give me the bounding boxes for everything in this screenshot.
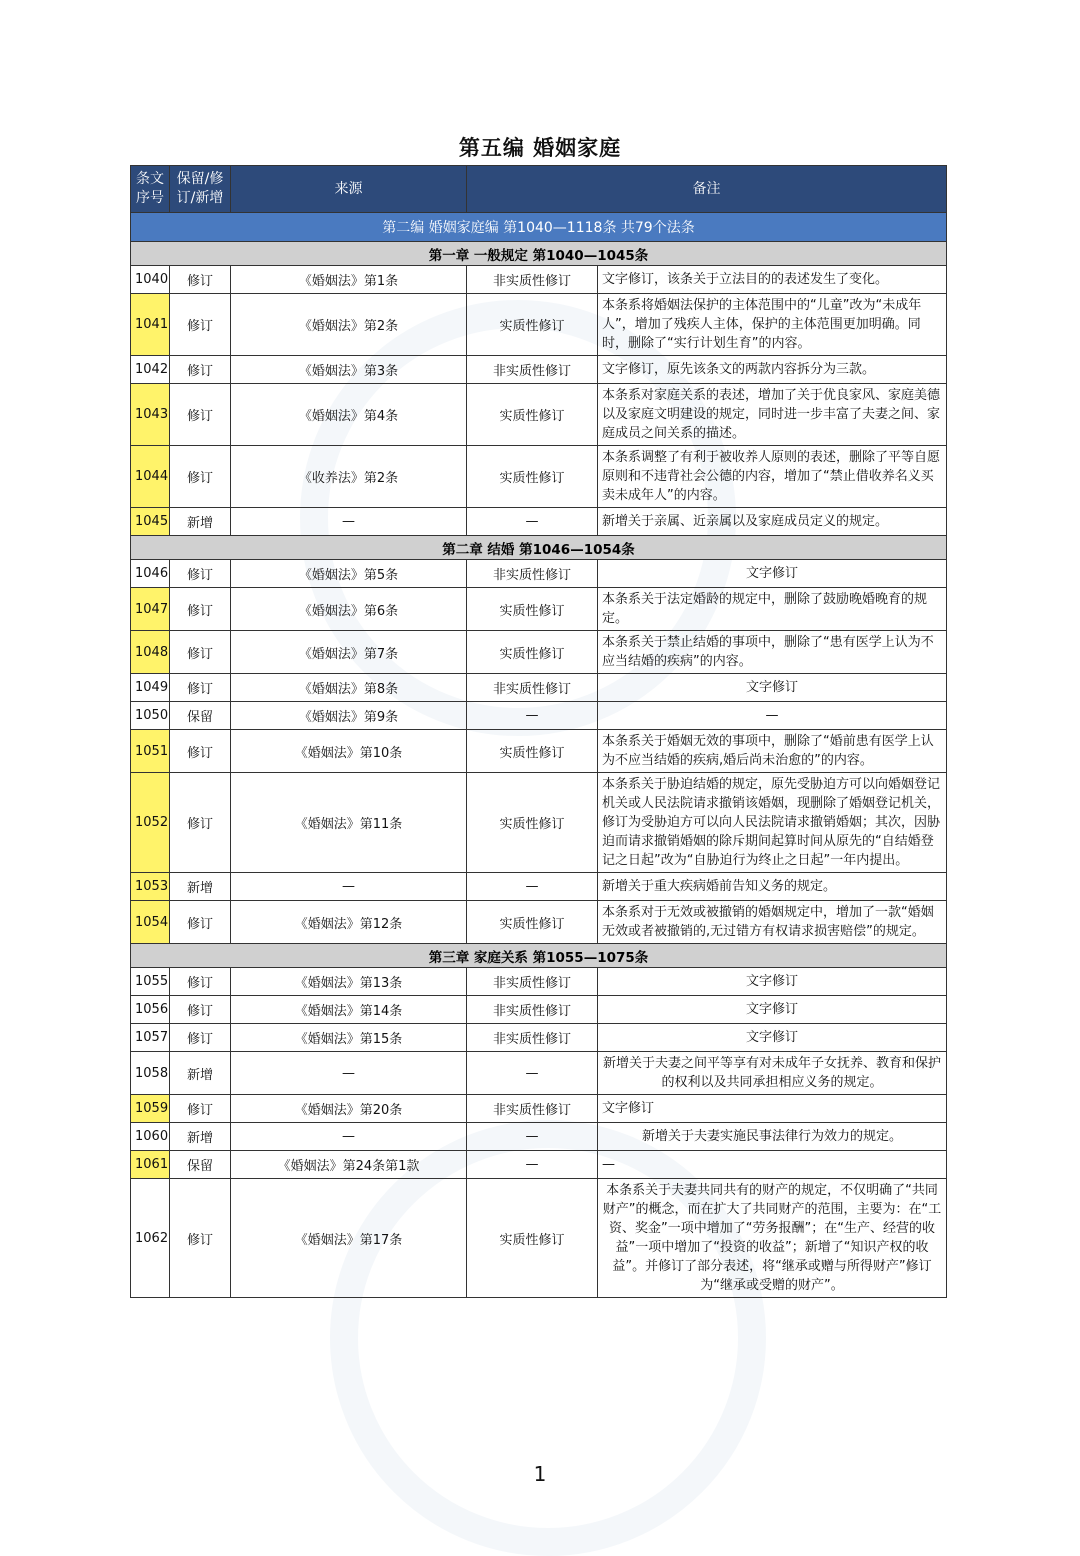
article-number: 1062 — [131, 1179, 170, 1298]
revision-nature: 非实质性修订 — [467, 1095, 598, 1123]
article-source: 《婚姻法》第7条 — [231, 631, 467, 674]
article-note: — — [598, 1151, 947, 1179]
article-status: 修订 — [170, 560, 231, 588]
header-source: 来源 — [231, 166, 467, 213]
revision-nature: 实质性修订 — [467, 588, 598, 631]
article-number: 1042 — [131, 356, 170, 384]
article-note: 本条系关于夫妻共同共有的财产的规定，不仅明确了“共同财产”的概念，而在扩大了共同财产的范围，主要为：在“工资、奖金”一项中增加了“劳务报酬”；在“生产、经营的收益”一项中增加了“投资的收益”；新增了“知识产权的收益”。并修订了部分表述，将“继承或赠与所得财产”修订为“继承或受赠的财产”。 — [598, 1179, 947, 1298]
table-row — [131, 446, 947, 508]
article-note: 本条系关于婚姻无效的事项中，删除了“婚前患有医学上认为不应当结婚的疾病,婚后尚未治愈的”的内容。 — [598, 730, 947, 773]
article-number: 1046 — [131, 560, 170, 588]
article-note: 新增关于重大疾病婚前告知义务的规定。 — [598, 873, 947, 901]
article-source: 《婚姻法》第6条 — [231, 588, 467, 631]
article-source: 《婚姻法》第9条 — [231, 702, 467, 730]
table-row — [131, 560, 947, 588]
article-source: 《婚姻法》第20条 — [231, 1095, 467, 1123]
revision-nature: 实质性修订 — [467, 294, 598, 356]
table-row — [131, 1123, 947, 1151]
article-source: 《婚姻法》第4条 — [231, 384, 467, 446]
table-row — [131, 1151, 947, 1179]
table-row — [131, 1095, 947, 1123]
article-number: 1051 — [131, 730, 170, 773]
article-number: 1049 — [131, 674, 170, 702]
article-source: 《收养法》第2条 — [231, 446, 467, 508]
article-status: 修订 — [170, 1179, 231, 1298]
article-number: 1043 — [131, 384, 170, 446]
revision-nature: 非实质性修订 — [467, 996, 598, 1024]
table-row — [131, 631, 947, 674]
article-status: 新增 — [170, 1052, 231, 1095]
article-source: 《婚姻法》第14条 — [231, 996, 467, 1024]
article-number: 1045 — [131, 508, 170, 536]
revision-nature: 实质性修订 — [467, 1179, 598, 1298]
article-status: 修订 — [170, 446, 231, 508]
part-header-row — [131, 213, 947, 242]
header-note: 备注 — [467, 166, 947, 213]
table-header-row — [131, 166, 947, 213]
table-row — [131, 508, 947, 536]
article-status: 保留 — [170, 1151, 231, 1179]
article-note: 本条系调整了有利于被收养人原则的表述，删除了平等自愿原则和不违背社会公德的内容，增加了“禁止借收养名义买卖未成年人”的内容。 — [598, 446, 947, 508]
article-source: 《婚姻法》第5条 — [231, 560, 467, 588]
article-note: 本条系对于无效或被撤销的婚姻规定中，增加了一款“婚姻无效或者被撤销的,无过错方有权请求损害赔偿”的规定。 — [598, 901, 947, 944]
chapter-header: 第一章 一般规定 第1040—1045条 — [131, 242, 947, 266]
chapter-header: 第三章 家庭关系 第1055—1075条 — [131, 944, 947, 968]
article-number: 1053 — [131, 873, 170, 901]
table-row — [131, 674, 947, 702]
article-status: 修订 — [170, 773, 231, 873]
article-note: — — [598, 702, 947, 730]
table-row — [131, 356, 947, 384]
table-row — [131, 294, 947, 356]
article-note: 文字修订 — [598, 1024, 947, 1052]
chapter-header-row — [131, 944, 947, 968]
article-status: 修订 — [170, 266, 231, 294]
revision-nature: — — [467, 873, 598, 901]
revision-nature: 非实质性修订 — [467, 968, 598, 996]
revision-nature: 实质性修订 — [467, 730, 598, 773]
header-status: 保留/修 订/新增 — [170, 166, 231, 213]
table-row — [131, 588, 947, 631]
article-source: 《婚姻法》第1条 — [231, 266, 467, 294]
article-source: — — [231, 508, 467, 536]
article-note: 文字修订 — [598, 1095, 947, 1123]
page-number: 1 — [533, 1462, 547, 1486]
revision-nature: 非实质性修订 — [467, 356, 598, 384]
table-row — [131, 901, 947, 944]
article-number: 1044 — [131, 446, 170, 508]
article-status: 修订 — [170, 730, 231, 773]
article-source: 《婚姻法》第12条 — [231, 901, 467, 944]
page-title: 第五编 婚姻家庭 — [458, 136, 622, 160]
article-number: 1055 — [131, 968, 170, 996]
revision-nature: — — [467, 508, 598, 536]
revision-nature: — — [467, 1151, 598, 1179]
revision-nature: 实质性修订 — [467, 631, 598, 674]
article-number: 1054 — [131, 901, 170, 944]
article-status: 修订 — [170, 384, 231, 446]
article-note: 文字修订，该条关于立法目的的表述发生了变化。 — [598, 266, 947, 294]
article-note: 新增关于夫妻实施民事法律行为效力的规定。 — [598, 1123, 947, 1151]
article-status: 修订 — [170, 588, 231, 631]
article-number: 1050 — [131, 702, 170, 730]
table-row — [131, 773, 947, 873]
article-note: 本条系关于法定婚龄的规定中，删除了鼓励晚婚晚育的规定。 — [598, 588, 947, 631]
article-number: 1061 — [131, 1151, 170, 1179]
article-status: 修订 — [170, 674, 231, 702]
article-status: 修订 — [170, 1024, 231, 1052]
revision-nature: — — [467, 1123, 598, 1151]
article-source: 《婚姻法》第17条 — [231, 1179, 467, 1298]
chapter-header-row — [131, 242, 947, 266]
revision-nature: 实质性修订 — [467, 446, 598, 508]
article-status: 修订 — [170, 356, 231, 384]
article-status: 修订 — [170, 631, 231, 674]
article-note: 文字修订，原先该条文的两款内容拆分为三款。 — [598, 356, 947, 384]
table-row — [131, 968, 947, 996]
table-row — [131, 1024, 947, 1052]
revision-nature: 非实质性修订 — [467, 1024, 598, 1052]
article-status: 新增 — [170, 508, 231, 536]
article-note: 文字修订 — [598, 996, 947, 1024]
article-number: 1040 — [131, 266, 170, 294]
article-note: 文字修订 — [598, 674, 947, 702]
table-row — [131, 1179, 947, 1298]
article-status: 修订 — [170, 996, 231, 1024]
article-source: 《婚姻法》第24条第1款 — [231, 1151, 467, 1179]
article-source: 《婚姻法》第8条 — [231, 674, 467, 702]
article-note: 文字修订 — [598, 560, 947, 588]
article-source: — — [231, 873, 467, 901]
article-status: 修订 — [170, 294, 231, 356]
revision-nature: — — [467, 1052, 598, 1095]
article-number: 1059 — [131, 1095, 170, 1123]
article-number: 1048 — [131, 631, 170, 674]
law-comparison-table — [130, 165, 947, 1298]
article-status: 修订 — [170, 968, 231, 996]
article-status: 新增 — [170, 873, 231, 901]
article-source: 《婚姻法》第15条 — [231, 1024, 467, 1052]
article-number: 1047 — [131, 588, 170, 631]
table-row — [131, 384, 947, 446]
article-number: 1052 — [131, 773, 170, 873]
article-source: 《婚姻法》第13条 — [231, 968, 467, 996]
revision-nature: 非实质性修订 — [467, 674, 598, 702]
revision-nature: 实质性修订 — [467, 384, 598, 446]
article-source: 《婚姻法》第10条 — [231, 730, 467, 773]
revision-nature: 非实质性修订 — [467, 560, 598, 588]
table-row — [131, 873, 947, 901]
article-number: 1060 — [131, 1123, 170, 1151]
table-row — [131, 730, 947, 773]
article-number: 1057 — [131, 1024, 170, 1052]
article-note: 本条系关于禁止结婚的事项中，删除了“患有医学上认为不应当结婚的疾病”的内容。 — [598, 631, 947, 674]
article-number: 1058 — [131, 1052, 170, 1095]
article-source: — — [231, 1052, 467, 1095]
table-row — [131, 702, 947, 730]
article-status: 修订 — [170, 901, 231, 944]
article-note: 本条系对家庭关系的表述，增加了关于优良家风、家庭美德以及家庭文明建设的规定，同时进一步丰富了夫妻之间、家庭成员之间关系的描述。 — [598, 384, 947, 446]
article-status: 新增 — [170, 1123, 231, 1151]
article-note: 新增关于夫妻之间平等享有对未成年子女抚养、教育和保护的权利以及共同承担相应义务的规定。 — [598, 1052, 947, 1095]
revision-nature: 实质性修订 — [467, 773, 598, 873]
part-header: 第二编 婚姻家庭编 第1040—1118条 共79个法条 — [131, 213, 947, 242]
chapter-header: 第二章 结婚 第1046—1054条 — [131, 536, 947, 560]
article-note: 新增关于亲属、近亲属以及家庭成员定义的规定。 — [598, 508, 947, 536]
article-source: 《婚姻法》第11条 — [231, 773, 467, 873]
article-number: 1041 — [131, 294, 170, 356]
revision-nature: — — [467, 702, 598, 730]
article-status: 保留 — [170, 702, 231, 730]
article-note: 本条系将婚姻法保护的主体范围中的“儿童”改为“未成年人”，增加了残疾人主体，保护的主体范围更加明确。同时，删除了“实行计划生育”的内容。 — [598, 294, 947, 356]
article-status: 修订 — [170, 1095, 231, 1123]
article-note: 本条系关于胁迫结婚的规定，原先受胁迫方可以向婚姻登记机关或人民法院请求撤销该婚姻，现删除了婚姻登记机关，修订为受胁迫方可以向人民法院请求撤销婚姻；其次，因胁迫而请求撤销婚姻的除斥期间起算时间从原先的“自结婚登记之日起”改为“自胁迫行为终止之日起”一年内提出。 — [598, 773, 947, 873]
article-note: 文字修订 — [598, 968, 947, 996]
chapter-header-row — [131, 536, 947, 560]
table-row — [131, 266, 947, 294]
revision-nature: 实质性修订 — [467, 901, 598, 944]
header-num: 条文 序号 — [131, 166, 170, 213]
article-source: — — [231, 1123, 467, 1151]
table-row — [131, 1052, 947, 1095]
article-source: 《婚姻法》第2条 — [231, 294, 467, 356]
revision-nature: 非实质性修订 — [467, 266, 598, 294]
table-row — [131, 996, 947, 1024]
article-number: 1056 — [131, 996, 170, 1024]
article-source: 《婚姻法》第3条 — [231, 356, 467, 384]
